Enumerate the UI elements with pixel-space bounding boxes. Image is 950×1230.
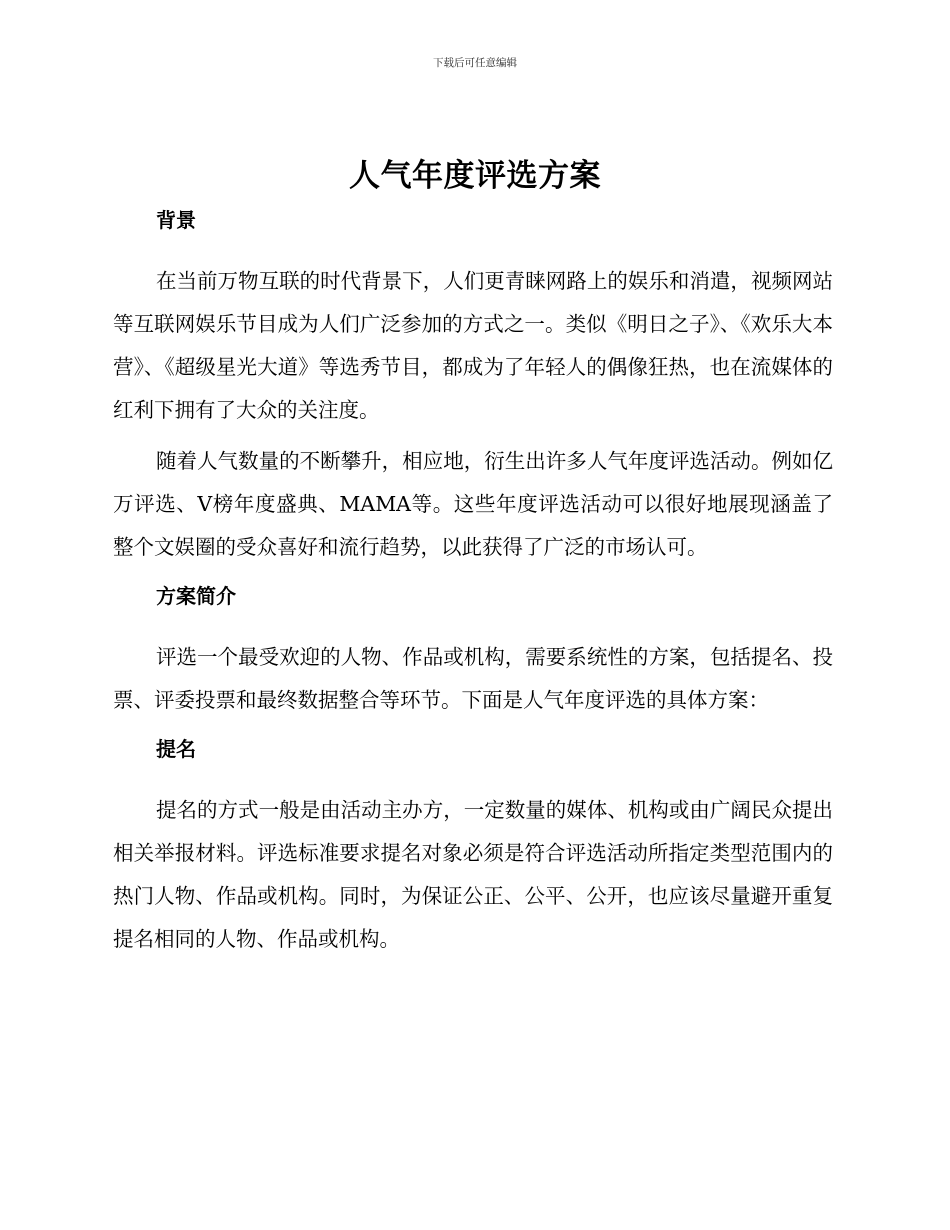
section-heading-background: 背景	[156, 208, 196, 232]
paragraph-overview-1: 评选一个最受欢迎的人物、作品或机构，需要系统性的方案，包括提名、投票、评委投票和最终数据整合等环节。下面是人气年度评选的具体方案：	[113, 645, 833, 712]
section-heading-nomination: 提名	[156, 737, 196, 761]
document-body	[113, 205, 833, 961]
section-heading-overview: 方案简介	[156, 584, 236, 608]
document-title: 人气年度评选方案	[349, 158, 601, 194]
paragraph-background-1: 在当前万物互联的时代背景下，人们更青睐网路上的娱乐和消遣，视频网站等互联网娱乐节目成为人们广泛参加的方式之一。类似《明日之子》、《欢乐大本营》、《超级星光大道》等选秀节目，都成为了年轻人的偶像狂热，也在流媒体的红利下拥有了大众的关注度。	[113, 269, 833, 422]
paragraph-nomination-1: 提名的方式一般是由活动主办方，一定数量的媒体、机构或由广阔民众提出相关举报材料。评选标准要求提名对象必须是符合评选活动所指定类型范围内的热门人物、作品或机构。同时，为保证公正、公平、公开，也应该尽量避开重复提名相同的人物、作品或机构。	[113, 798, 833, 951]
page-header-note: 下载后可任意编辑	[433, 57, 517, 69]
paragraph-background-2: 随着人气数量的不断攀升，相应地，衍生出许多人气年度评选活动。例如亿万评选、V榜年度盛典、MAMA等。这些年度评选活动可以很好地展现涵盖了整个文娱圈的受众喜好和流行趋势，以此获得了广泛的市场认可。	[113, 449, 833, 559]
